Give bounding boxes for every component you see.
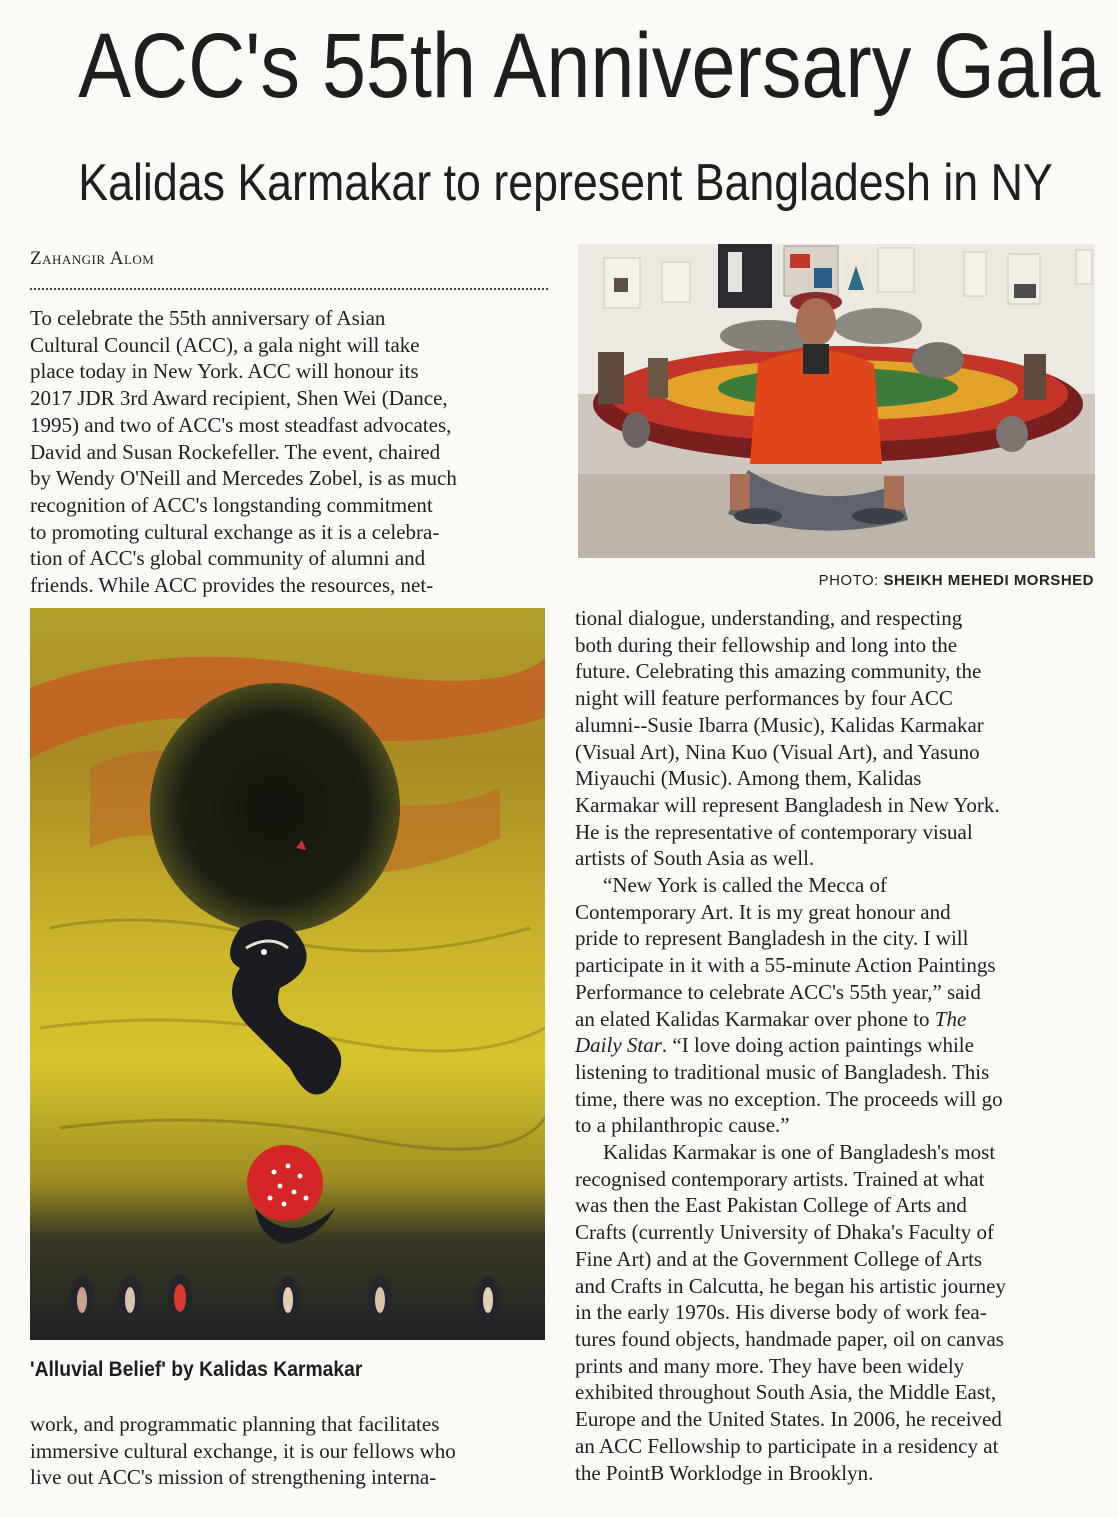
text-line: immersive cultural exchange, it is our fellows who: [30, 1438, 456, 1463]
text-line: live out ACC's mission of strengthening interna-: [30, 1465, 437, 1490]
text-line: Fine Art) and at the Government College of Arts: [575, 1246, 983, 1271]
text-line: recognition of ACC's longstanding commitment: [30, 492, 433, 517]
text-line: to a philanthropic cause.”: [575, 1113, 790, 1138]
text-line: time, there was no exception. The proceeds will go: [575, 1086, 1003, 1111]
text-line: Crafts (currently University of Dhaka's Faculty of: [575, 1220, 995, 1245]
publication-name: Daily Star: [575, 1033, 662, 1058]
text-line: (Visual Art), Nina Kuo (Visual Art), and Yasuno: [575, 739, 980, 764]
text-line: place today in New York. ACC will honour its: [30, 359, 419, 384]
text-line: 1995) and two of ACC's most steadfast advocates,: [30, 412, 452, 437]
text-line: the PointB Worklodge in Brooklyn.: [575, 1460, 874, 1485]
text-line: Europe and the United States. In 2006, he received: [575, 1407, 1002, 1432]
text-line: tures found objects, handmade paper, oil on canvas: [575, 1326, 1004, 1351]
text-segment: . “I love doing action paintings while: [661, 1033, 974, 1058]
text-line: artists of South Asia as well.: [575, 846, 815, 871]
text-line: Cultural Council (ACC), a gala night will take: [30, 332, 420, 357]
text-line: and Crafts in Calcutta, he began his artistic journey: [575, 1273, 1006, 1298]
text-segment: an elated Kalidas Karmakar over phone to: [575, 1006, 930, 1031]
text-line: “New York is called the Mecca of: [603, 873, 887, 898]
publication-name: The: [934, 1006, 967, 1031]
text-line: in the early 1970s. His diverse body of work fea-: [575, 1300, 987, 1325]
text-line: prints and many more. They have been widely: [575, 1353, 965, 1378]
text-line: [575, 1032, 1100, 1059]
text-line: by Wendy O'Neill and Mercedes Zobel, is as much: [30, 466, 457, 491]
photo-credit-label: PHOTO:: [818, 572, 879, 589]
text-line: listening to traditional music of Bangladesh. This: [575, 1059, 990, 1084]
headline: ACC's 55th Anniversary Gala: [78, 15, 1101, 117]
text-line: alumni--Susie Ibarra (Music), Kalidas Karmakar: [575, 712, 984, 737]
text-line: an ACC Fellowship to participate in a residency at: [575, 1433, 999, 1458]
text-line: night will feature performances by four ACC: [575, 686, 953, 711]
text-line: recognised contemporary artists. Trained at what: [575, 1166, 985, 1191]
painting-image: [30, 608, 545, 1340]
text-line: Miyauchi (Music). Among them, Kalidas: [575, 766, 922, 791]
text-line: work, and programmatic planning that facilitates: [30, 1412, 440, 1436]
text-line: friends. While ACC provides the resources, net-: [30, 573, 434, 598]
photo-credit-name: SHEIKH MEHEDI MORSHED: [883, 572, 1094, 589]
text-line: Performance to celebrate ACC's 55th year,” said: [575, 979, 981, 1004]
text-line: To celebrate the 55th anniversary of Asian: [30, 306, 386, 330]
artist-photo: [578, 244, 1095, 558]
text-line: He is the representative of contemporary visual: [575, 819, 973, 844]
byline-divider: [30, 288, 548, 290]
text-line: future. Celebrating this amazing community, the: [575, 659, 982, 684]
text-line: tion of ACC's global community of alumni and: [30, 546, 426, 571]
text-line: to promoting cultural exchange as it is a celebra-: [30, 519, 440, 544]
text-line: Contemporary Art. It is my great honour and: [575, 899, 951, 924]
text-line: pride to represent Bangladesh in the city. I will: [575, 926, 969, 951]
article-column-1-continued: [30, 1411, 555, 1491]
article-column-2: [575, 605, 1100, 1486]
text-line: David and Susan Rockefeller. The event, chaired: [30, 439, 441, 464]
article-column-1: [30, 305, 550, 599]
text-line: 2017 JDR 3rd Award recipient, Shen Wei (Dance,: [30, 386, 448, 411]
byline: Zahangir Alom: [30, 248, 155, 269]
text-line: was then the East Pakistan College of Arts and: [575, 1193, 967, 1218]
text-line: Kalidas Karmakar is one of Bangladesh's most: [603, 1140, 996, 1165]
subheadline: Kalidas Karmakar to represent Bangladesh in NY: [78, 154, 1053, 212]
painting-caption: 'Alluvial Belief' by Kalidas Karmakar: [30, 1358, 363, 1381]
text-line: both during their fellowship and long into the: [575, 632, 958, 657]
text-line: Karmakar will represent Bangladesh in New York.: [575, 792, 1000, 817]
text-line: [575, 1006, 1100, 1033]
text-line: tional dialogue, understanding, and respecting: [575, 606, 963, 630]
text-line: exhibited throughout South Asia, the Middle East,: [575, 1380, 997, 1405]
text-line: participate in it with a 55-minute Action Paintings: [575, 953, 996, 978]
photo-credit: [819, 572, 1094, 589]
